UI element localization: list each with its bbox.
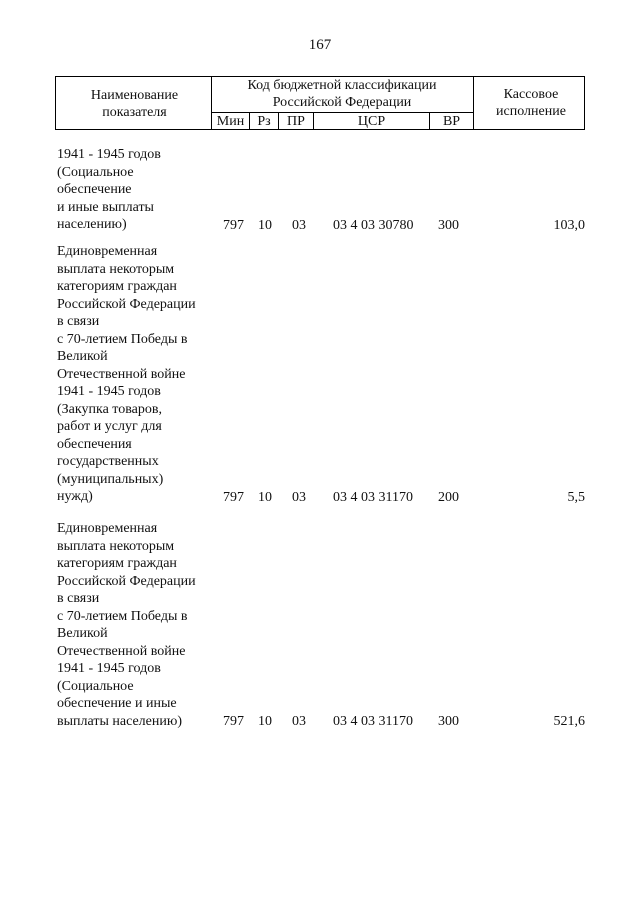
row-rz: 10 [258,217,272,233]
header-name-col: Наименование показателя [90,88,179,120]
table-row [57,520,587,730]
row-min: 797 [223,713,244,729]
row-rz: 10 [258,489,272,505]
row-vr: 300 [438,713,459,729]
row-name: Единовременная выплата некоторым категориям граждан Российской Федерации в связи с 70-летием Победы в Великой Отечественной войне 1941 - 1945 годов (Социальное обеспечение и иные выплаты населению) [57,521,196,729]
header-divider-amount [473,76,474,130]
row-csr: 03 4 03 31170 [333,713,413,729]
table-row [57,243,587,506]
row-pr: 03 [292,489,306,505]
row-name: Единовременная выплата некоторым категориям граждан Российской Федерации в связи с 70-летием Победы в Великой Отечественной войне 1941 - 1945 годов (Закупка товаров, работ и услуг для обеспечения государственных (муниципальных) нужд) [57,244,196,504]
header-right-border [584,76,585,130]
header-amount-col: Кассовое исполнение [496,87,566,119]
page-number: 167 [308,37,332,53]
row-amount: 521,6 [553,713,585,729]
row-min: 797 [223,217,244,233]
header-subcol-csr: ЦСР [357,114,386,129]
row-vr: 300 [438,217,459,233]
header-subcol-min: Мин [216,114,245,129]
header-subcol-rz: Рз [257,114,271,129]
row-csr: 03 4 03 31170 [333,489,413,505]
row-vr: 200 [438,489,459,505]
table-row [57,146,587,234]
row-rz: 10 [258,713,272,729]
header-left-border [55,76,56,130]
row-amount: 103,0 [553,217,585,233]
header-subcol-vr: ВР [442,114,461,129]
row-min: 797 [223,489,244,505]
row-pr: 03 [292,713,306,729]
table-header [55,76,585,130]
row-amount: 5,5 [567,489,585,505]
row-csr: 03 4 03 30780 [333,217,414,233]
header-subcol-pr: ПР [287,114,305,129]
row-pr: 03 [292,217,306,233]
header-code-group: Код бюджетной классификации Российской Федерации [247,78,437,110]
row-name: 1941 - 1945 годов (Социальное обеспечение и иные выплаты населению) [57,147,161,232]
